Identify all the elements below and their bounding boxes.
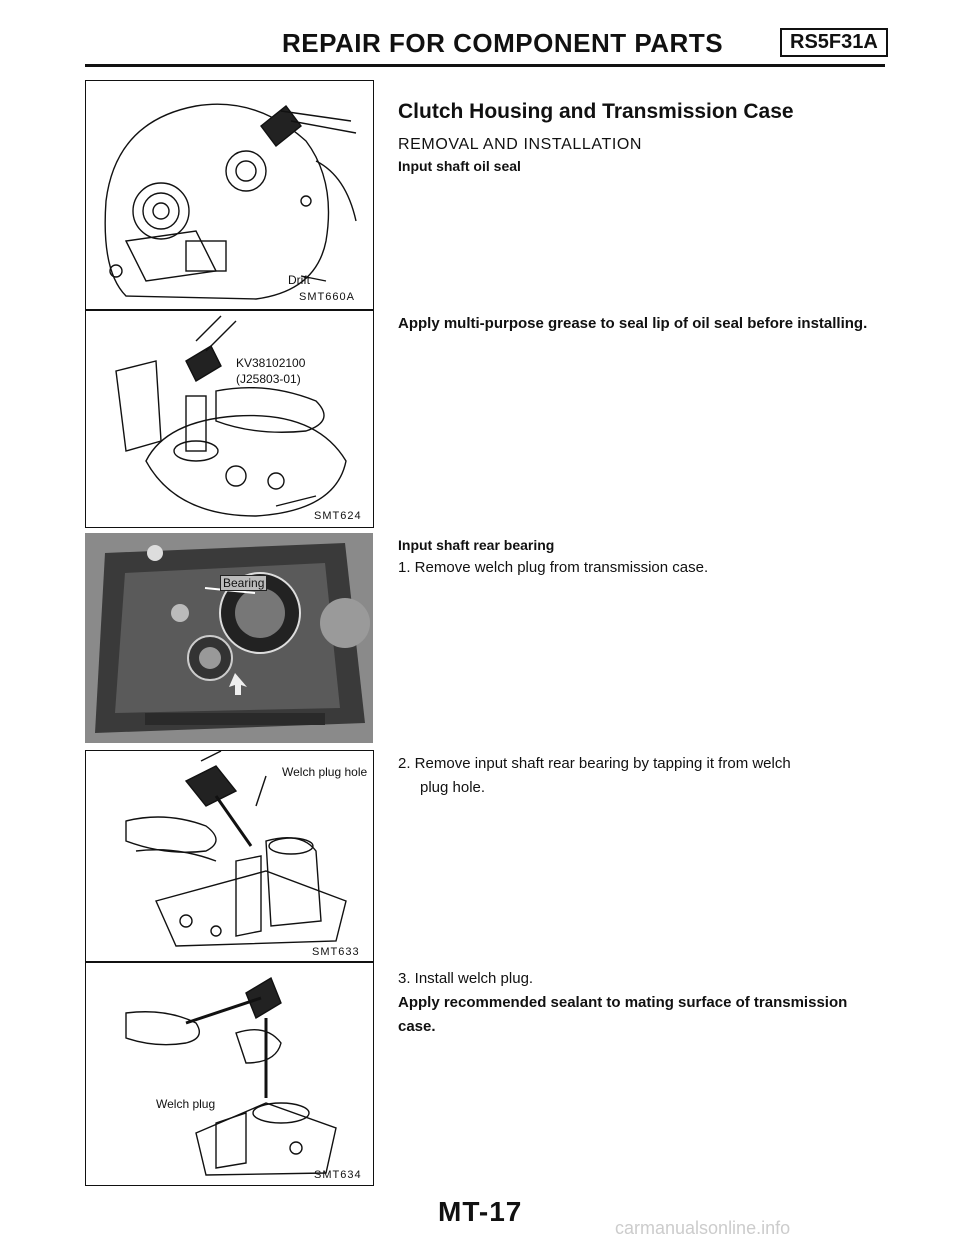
figure-label: Welch plug hole [282,765,368,779]
figure-code: SMT624 [314,510,362,522]
step-1: 1. Remove welch plug from transmission case. [398,559,709,576]
transmission-case-drift-illustration [86,81,373,309]
figure-welch-plug [85,962,374,1186]
section-subtitle: REMOVAL AND INSTALLATION [398,136,643,153]
tool-alt-number-label: (J25803-01) [236,372,301,386]
figure-code: SMT660A [299,291,355,303]
figure-welch-plug-hole [85,750,374,962]
subheading-oil-seal: Input shaft oil seal [398,158,521,174]
subheading-rear-bearing: Input shaft rear bearing [398,537,555,553]
figure-code: SMT633 [312,946,360,958]
seal-installer-illustration [86,311,373,527]
header-rule [85,64,885,67]
step-2-line-2: plug hole. [420,779,486,796]
figure-seal-installer [85,310,374,528]
photo-bearing [85,533,373,743]
bearing-photo-illustration [85,533,373,743]
page-header-title: REPAIR FOR COMPONENT PARTS [282,28,724,58]
sealant-note-line-1: Apply recommended sealant to mating surface of transmission [398,994,848,1011]
step-3: 3. Install welch plug. [398,970,534,987]
figure-label: Drift [288,273,310,287]
watermark: carmanualsonline.info [615,1218,791,1238]
step-2-line-1: 2. Remove input shaft rear bearing by tapping it from welch [398,755,791,772]
section-title: Clutch Housing and Transmission Case [398,100,794,123]
figure-code: SMT634 [314,1169,362,1181]
model-code-badge: RS5F31A [780,28,888,57]
sealant-note-line-2: case. [398,1018,436,1035]
page-number: MT-17 [438,1196,523,1227]
welch-plug-hole-illustration [86,751,373,961]
bearing-callout: Bearing [220,575,267,591]
figure-drift [85,80,374,310]
welch-plug-install-illustration [86,963,373,1185]
oil-seal-note: Apply multi-purpose grease to seal lip of oil seal before installing. [398,315,868,332]
tool-number-label: KV38102100 [236,356,306,370]
figure-label: Welch plug [156,1097,216,1111]
